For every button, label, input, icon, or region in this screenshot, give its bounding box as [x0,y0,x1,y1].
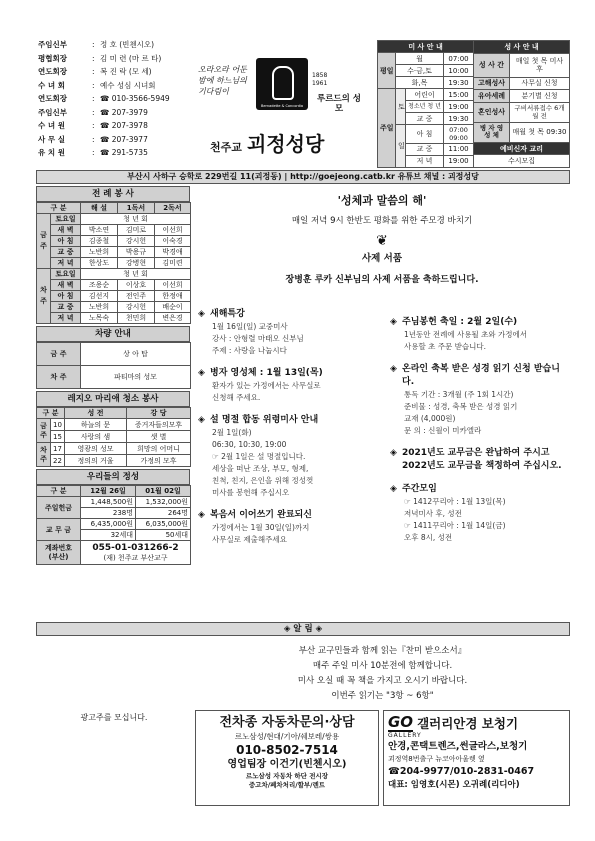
notice-line: 미사를 봉헌해 주십시오 [212,488,290,497]
notice-title: 병자 영성체 : 1월 13일(목) [210,368,323,378]
notice-line: ☞ 2월 1일은 설 명절입니다. [212,452,306,461]
staff-row: 수 녀 원 : ☎ 207-3978 [38,119,186,133]
notice-line: 교재 (4,000원) [404,414,456,423]
notice-line: 세상을 떠난 조상, 부모, 형제, [212,464,309,473]
parish-logo: Bernadette & Concordia [256,58,308,110]
notice-title: ◈ 알 림 ◈ [36,622,570,636]
account-number: 055-01-031266-2 [92,542,179,553]
notice-title: 2021년도 교무금은 완납하여 주시고 2022년도 교무금을 책정하여 주십시오. [402,448,562,471]
notice-item [390,447,568,473]
ordination-title: 사제 서품 [361,253,402,264]
staff-role: 연도회장 [38,94,67,103]
notice-item [390,316,568,353]
staff-role: 유 치 원 [38,148,65,157]
staff-role: 수 녀 원 [38,121,65,130]
table-row: 새 벽 박소연 김미로 이선희 [37,225,191,236]
notice-line: 신청해 주세요. [212,393,261,402]
table-row: 교 중 노반희 강시헌 배순이 [37,302,191,313]
diamond-icon: ◈ [198,309,205,319]
left-column [36,186,190,565]
diamond-icon: ◈ [390,448,397,458]
header-logo-area [192,44,370,164]
notice-line: 오후 8시, 성전 [404,533,453,542]
notice-item [390,363,568,437]
staff-value: ☎ 207-3978 [100,121,148,130]
sacrament-info: 성 사 안 내 성 사 간 매일 첫 목 미사 후 고해성사 사무실 신청 유아세례 분기별 신청 혼인성사 구비서류접수 6개월 전 병 자 영 성 체 매월 첫 목 09:30 예비신자 교리 수시모집 [473,40,569,168]
notice-title: 새해특강 [210,309,245,319]
optic-ad: GO 갤러리안경 보청기 GALLERY 안경,콘택트렌즈,썬글라스,보청기 괴정역8번출구 뉴코아아울렛 옆 ☎204-9977/010-2831-0467 대표: 임영호(시몬) 오귀례(리디아) [383,710,570,806]
notice-line: 준비물 : 성경, 축복 받은 성경 읽기 [404,402,518,411]
table-row: 22 정의의 거울 가정의 모후 [37,455,191,467]
table-row: 15 사랑의 샘 샛 별 [37,431,191,443]
notice-item [198,308,388,357]
notice-line: ☞ 1411꾸리아 : 1월 14일(금) [404,521,506,530]
notices-left [198,308,388,556]
staff-role: 주임신부 [38,107,67,117]
notice-title: 주님봉헌 축일 : 2월 2일(수) [402,317,518,327]
table-row: 차 주 토요일 청 년 회 [37,269,191,280]
liturgy-table: 구 분 해 설 1독서 2독서 금 주 토요일 청 년 회 새 벽 박소연 김미로 이선희 아 침 김종철 강시헌 이숙경 교 중 노반희 박용규 박경애 저 녁 한상도 강병현 김미련 차 주 토요일 청 년 회 새 벽 조용순 이상호 이선희 아 침 김선지 전인주 한정애 교 중 노반희 강시헌 배순이 저 녁 노목숙 천민희 변은경 [36,202,191,324]
staff-value: ☎ 010-3566-5949 [100,94,170,103]
staff-row: 유 치 원 : ☎ 291-5735 [38,146,186,160]
ordination-text: 장병훈 루카 신부님의 사제 서품을 축하드립니다. [285,275,479,285]
notice-line: 1월 16일(일) 교중미사 [212,322,288,331]
advertiser-recruit: 광고주를 모십니다. [80,713,148,722]
legio-table: 구 분 성 전 강 당 금 주 10 하늘의 문 증거자들의모후 15 사랑의 샘 샛 별 차 주 17 영광의 성모 희망의 어머니 22 정의의 거울 가정의 모후 [36,407,191,467]
notice-line: 문 의 : 신월이 미카엘라 [404,426,482,435]
diamond-icon: ◈ [198,415,205,425]
notice-line: 06:30, 10:30, 19:00 [212,440,287,449]
notice-line: 1년동안 전례에 사용될 초와 가정에서 [404,330,527,339]
table-row: 아 침 김종철 강시헌 이숙경 [37,236,191,247]
slogan: 오라오라 어둔밤에 하느님의 기다림이 [198,65,247,96]
table-row: 아 침 김선지 전인주 한정애 [37,291,191,302]
table-row: 새 벽 조용순 이상호 이선희 [37,280,191,291]
notice-line: ☞ 1412꾸리아 : 1월 13일(목) [404,497,506,506]
staff-value: ☎ 207-3979 [100,107,148,117]
staff-row: 주임신부 : ☎ 207-3979 [38,106,186,120]
staff-value: 예수 성심 시녀회 [100,80,156,90]
patron-name: 루르드의 성모 [316,94,361,114]
notice-title: 주간모임 [402,484,437,494]
diamond-icon: ◈ [198,368,205,378]
notice-line: 통독 기간 : 3개월 (주 1회 1시간) [404,390,514,399]
diamond-icon: ◈ [390,484,397,494]
notice-line: 저녁미사 후, 성전 [404,509,462,518]
mass-title: 미 사 안 내 [378,41,474,53]
table-row: 금 주 토요일 청 년 회 [37,214,191,225]
notice-title: 온라인 축복 받은 성경 읽기 신청 받습니다. [402,364,560,387]
staff-row: 연도회장 : 복 진 락 (모 세) [38,65,186,79]
legio-title: 레지오 마리애 청소 봉사 [36,391,190,407]
parish-title: 천주교 괴정성당 [210,132,325,156]
sacrament-title: 성 사 안 내 [474,41,570,54]
staff-role: 사 무 실 [38,134,65,144]
staff-value: 김 미 련 (마 르 타) [100,53,162,63]
liturgy-title: 전 례 봉 사 [36,186,190,202]
notice-title: 복음서 이어쓰기 완료되신 [210,510,312,520]
address-bar: 부산시 사하구 승학로 229번길 11(괴정동) | http://goejeong.catb.kr 유튜브 채널 : 괴정성당 [36,170,570,184]
staff-row: 사 무 실 : ☎ 207-3977 [38,133,186,147]
gallery-logo-icon: GO [388,713,414,731]
vehicle-table: 금 주 상 아 탑 차 주 파티마의 성모 [36,342,191,389]
diamond-icon: ◈ [198,510,205,520]
notice-item [198,509,388,546]
staff-value: ☎ 207-3977 [100,134,148,144]
notice-item [198,414,388,499]
notices-right [390,316,568,554]
staff-row: 연도회장 : ☎ 010-3566-5949 [38,92,186,106]
staff-role: 평협회장 [38,53,67,63]
optic-name: 갤러리안경 보청기 [417,716,519,731]
notice-line: 친척, 친지, 은인을 위해 정성껏 [212,476,314,485]
table-row: 저 녁 한상도 강병현 김미련 [37,258,191,269]
peace-prayer: 매일 저녁 9시 한반도 평화를 위한 주모경 바치기 [291,216,473,226]
table-row: 금 주 10 하늘의 문 증거자들의모후 [37,419,191,431]
offering-title: 우리들의 정성 [36,469,190,485]
diamond-icon: ◈ [390,317,397,327]
notice-box: 부산 교구민들과 함께 읽는『찬미 받으소서』 매주 주일 미사 10분전에 함께합니다. 미사 오실 때 꼭 책을 가지고 오시기 바랍니다. 이번주 읽기는 "3항 ~ 6항" [297,646,468,701]
year-theme: '성체과 말씀의 해' [337,194,427,207]
staff-row: 수 녀 회 : 예수 성심 시녀회 [38,79,186,93]
staff-value: 정 호 (빈첸시오) [100,40,155,49]
notice-line: 사용할 초 주문 받습니다. [404,342,486,351]
notice-line: 사무실로 제출해주세요 [212,535,287,544]
notice-line: 2월 1일(화) [212,428,252,437]
celebration-icon: ❦ [376,233,388,249]
notice-title: 설 명절 합동 위령미사 안내 [210,415,319,425]
main-content [194,186,570,618]
car-ad: 전차종 자동차문의·상담 르노삼성/현대/기아/쉐보레/쌍용 010-8502-7514 영업팀장 이건기(빈첸시오) 르노삼성 자동차 하단 전시장 중고차/폐차처리/할부/렌트 [195,710,379,806]
staff-value: 복 진 락 (모 세) [100,67,152,76]
staff-role: 주임신부 [38,40,67,49]
staff-row: 평협회장 : 김 미 련 (마 르 타) [38,52,186,66]
notice-line: 가정에서는 1월 30일(일)까지 [212,523,310,532]
mass-schedule: 미 사 안 내 평일 월 07:00 수·금,토 10:00 화,목 19:30 주일 토 어린이 15:00 청소년 청 년 19:00 교 중 19:30 일 아 침 07:00 09:00 교 중 11:00 저 녁 19:00 [377,40,473,168]
logo-years: 1858 1961 [312,72,328,87]
staff-role: 수 녀 회 [38,80,65,90]
vehicle-title: 차량 안내 [36,326,190,342]
diamond-icon: ◈ [390,364,397,374]
offering-table: 구 분 12월 26일 01월 02일 주일헌금 1,448,500원 1,532,000원 238명 264명 교 무 금 6,435,000원 6,035,000원 32세대 50세대 계좌번호 (부산) 055-01-031266-2 (재) 천주교 부산교구 [36,485,191,565]
staff-value: ☎ 291-5735 [100,148,148,157]
notice-item [198,367,388,404]
optic-phone: ☎204-9977/010-2831-0467 [388,766,535,777]
staff-role: 연도회장 [38,67,67,76]
table-row: 저 녁 노목숙 천민희 변은경 [37,313,191,324]
notice-line: 환자가 있는 가정에서는 사무실로 [212,381,321,390]
staff-row: 주임신부 : 정 호 (빈첸시오) [38,38,186,52]
table-row: 차 주 17 영광의 성모 희망의 어머니 [37,443,191,455]
car-phone: 010-8502-7514 [236,743,338,757]
notice-line: 강사 : 안형렬 마태오 신부님 [212,334,304,343]
notice-line: 주제 : 사랑을 나눕시다 [212,346,287,355]
table-row: 교 중 노반희 박용규 박경애 [37,247,191,258]
staff-list [38,38,186,168]
logo-icon [272,66,294,100]
notice-item [390,483,568,544]
